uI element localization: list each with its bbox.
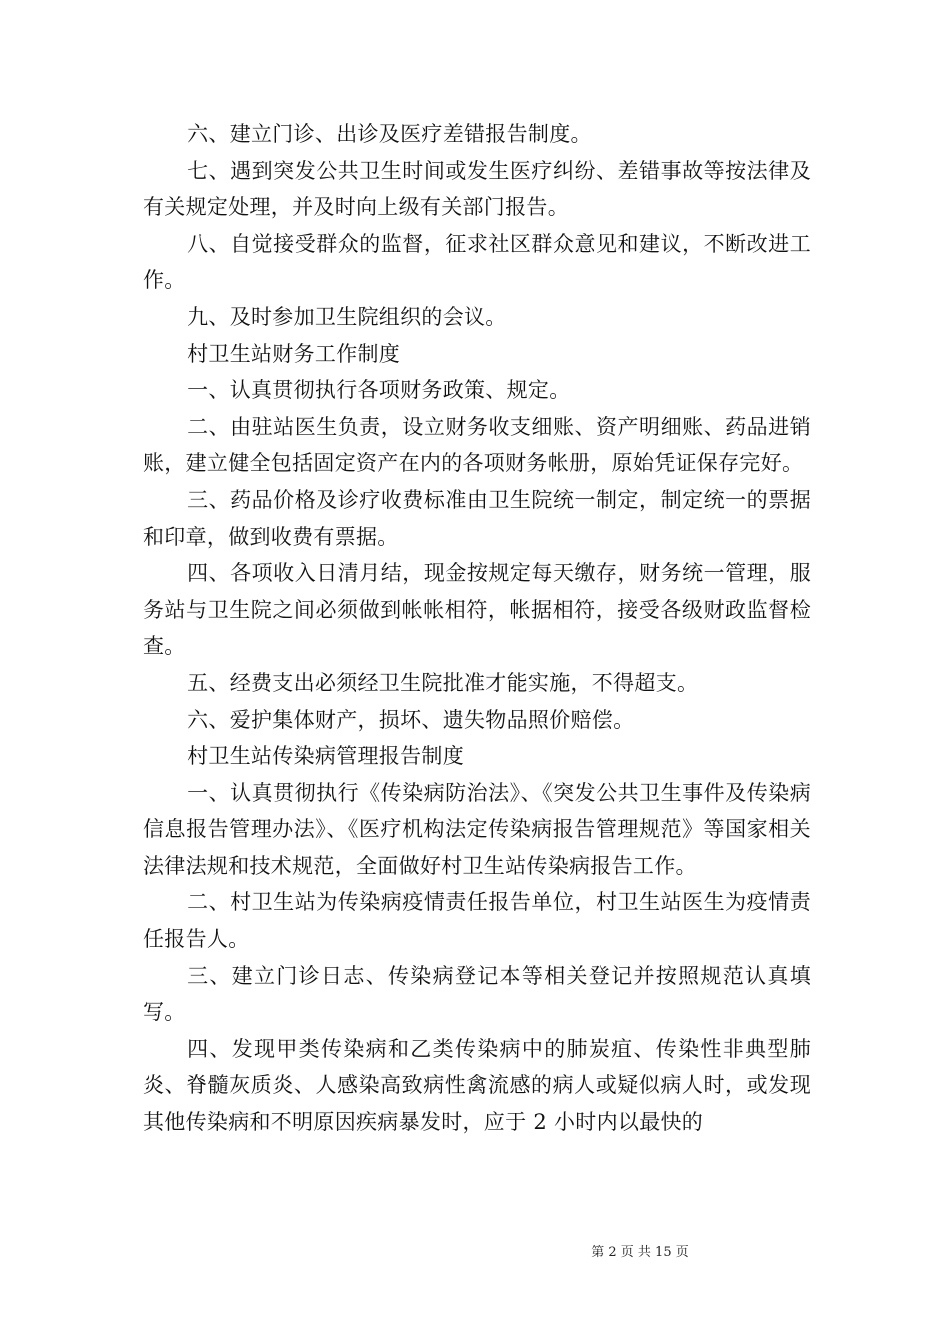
paragraph: 一、认真贯彻执行《传染病防治法》、《突发公共卫生事件及传染病信息报告管理办法》、《医疗机构法定传染病报告管理规范》等国家相关法律法规和技术规范，全面做好村卫生站传染病报告工作。 [143,780,811,878]
paragraph: 八、自觉接受群众的监督，征求社区群众意见和建议，不断改进工作。 [143,231,811,293]
paragraph: 六、建立门诊、出诊及医疗差错报告制度。 [187,122,592,146]
paragraph: 四、各项收入日清月结，现金按规定每天缴存，财务统一管理，服务站与卫生院之间必须做到帐帐相符，帐据相符，接受各级财政监督检查。 [143,561,811,659]
paragraph: 三、建立门诊日志、传染病登记本等相关登记并按照规范认真填写。 [143,963,811,1025]
section-heading: 村卫生站传染病管理报告制度 [187,744,464,769]
paragraph: 三、药品价格及诊疗收费标准由卫生院统一制定，制定统一的票据和印章，做到收费有票据。 [143,487,811,549]
paragraph: 四、发现甲类传染病和乙类传染病中的肺炭疽、传染性非典型肺炎、脊髓灰质炎、人感染高致病性禽流感的病人或疑似病人时，或发现其他传染病和不明原因疾病暴发时，应于 2 小时内以最快的 [143,1036,811,1135]
section-heading: 村卫生站财务工作制度 [187,341,401,366]
document-body [143,116,811,1141]
paragraph: 五、经费支出必须经卫生院批准才能实施，不得超支。 [187,670,699,695]
paragraph: 二、由驻站医生负责，设立财务收支细账、资产明细账、药品进销账，建立健全包括固定资产在内的各项财务帐册，原始凭证保存完好。 [143,414,811,476]
paragraph: 九、及时参加卫生院组织的会议。 [187,304,507,329]
paragraph: 一、认真贯彻执行各项财务政策、规定。 [187,378,571,403]
paragraph: 二、村卫生站为传染病疫情责任报告单位，村卫生站医生为疫情责任报告人。 [143,890,811,952]
page-number: 第 2 页 共 15 页 [591,1245,689,1260]
paragraph: 六、爱护集体财产，损坏、遗失物品照价赔偿。 [187,707,635,732]
page-footer [0,1241,950,1260]
paragraph: 七、遇到突发公共卫生时间或发生医疗纠纷、差错事故等按法律及有关规定处理，并及时向上级有关部门报告。 [143,158,811,220]
